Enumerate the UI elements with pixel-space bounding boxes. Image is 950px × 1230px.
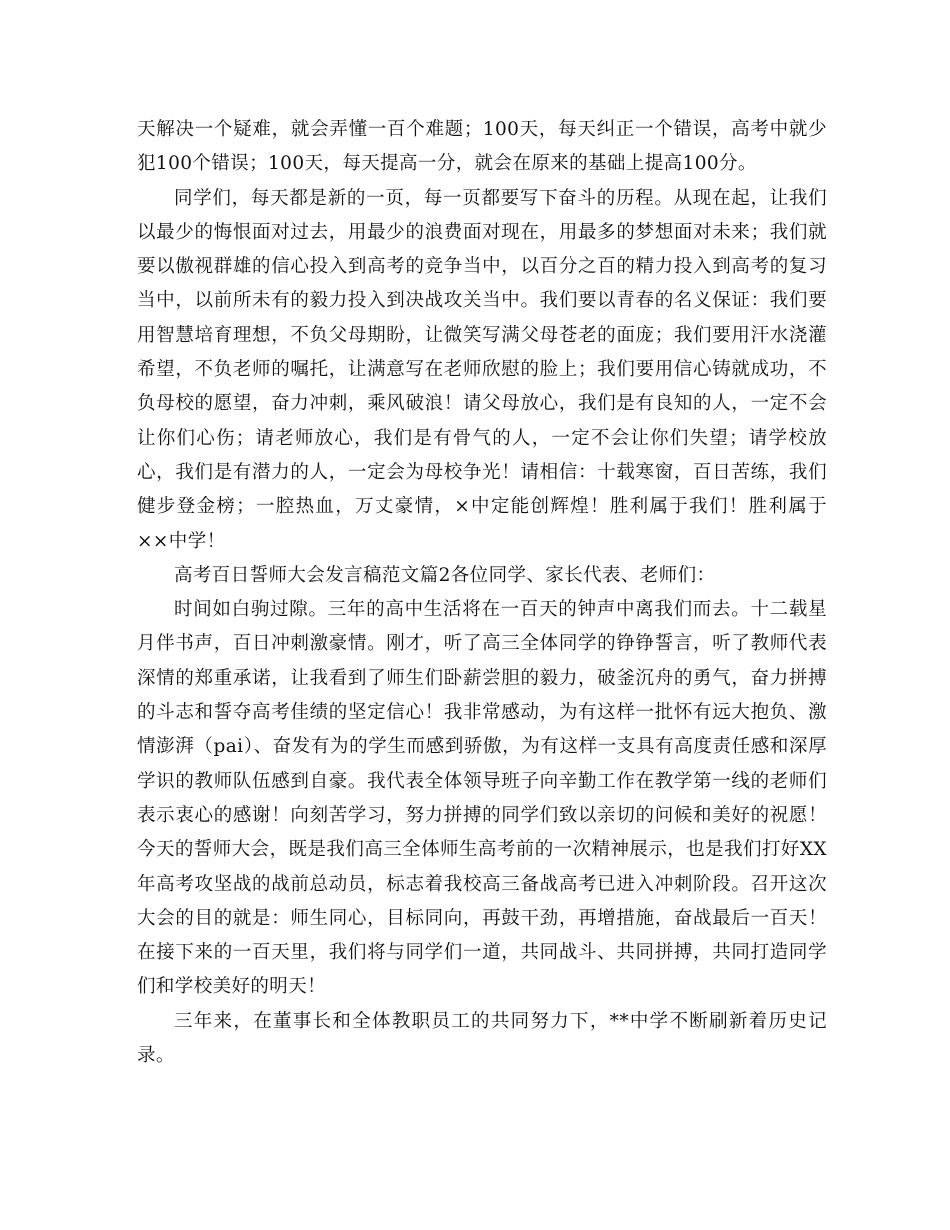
paragraph: 同学们，每天都是新的一页，每一页都要写下奋斗的历程。从现在起，让我们以最少的悔恨面对过去，用最少的浪费面对现在，用最多的梦想面对未来；我们就要以傲视群雄的信心投入到高考的竞争当中，以百分之百的精力投入到高考的复习当中，以前所未有的毅力投入到决战攻关当中。我们要以青春的名义保证：我们要用智慧培育理想，不负父母期盼，让微笑写满父母苍老的面庞；我们要用汗水浇灌希望，不负老师的嘱托，让满意写在老师欣慰的脸上；我们要用信心铸就成功，不负母校的愿望，奋力冲刺，乘风破浪！请父母放心，我们是有良知的人，一定不会让你们心伤；请老师放心，我们是有骨气的人，一定不会让你们失望；请学校放心，我们是有潜力的人，一定会为母校争光！请相信：十载寒窗，百日苦练，我们健步登金榜；一腔热血，万丈豪情，×中定能创辉煌！胜利属于我们！胜利属于××中学！ <box>137 187 827 552</box>
paragraph: 三年来，在董事长和全体教职员工的共同努力下，**中学不断刷新着历史记录。 <box>137 1010 827 1067</box>
document-body <box>137 113 827 1073</box>
paragraph: 天解决一个疑难，就会弄懂一百个难题；100天，每天纠正一个错误，高考中就少犯100个错误；100天，每天提高一分，就会在原来的基础上提高100分。 <box>137 119 827 175</box>
paragraph: 时间如白驹过隙。三年的高中生活将在一百天的钟声中离我们而去。十二载星月伴书声，百日冲刺激豪情。刚才，听了高三全体同学的铮铮誓言，听了教师代表深情的郑重承诺，让我看到了师生们卧薪尝胆的毅力，破釜沉舟的勇气，奋力拼搏的斗志和誓夺高考佳绩的坚定信心！我非常感动，为有这样一批怀有远大抱负、激情澎湃（pai）、奋发有为的学生而感到骄傲，为有这样一支具有高度责任感和深厚学识的教师队伍感到自豪。我代表全体领导班子向辛勤工作在教学第一线的老师们表示衷心的感谢！向刻苦学习，努力拼搏的同学们致以亲切的问候和美好的祝愿！今天的誓师大会，既是我们高三全体师生高考前的一次精神展示，也是我们打好XX年高考攻坚战的战前总动员，标志着我校高三备战高考已进入冲刺阶段。召开这次大会的目的就是：师生同心，目标同向，再鼓干劲，再增措施，奋战最后一百天！在接下来的一百天里，我们将与同学们一道，共同战斗、共同拼搏，共同打造同学们和学校美好的明天！ <box>137 599 827 998</box>
paragraph-heading: 高考百日誓师大会发言稿范文篇2各位同学、家长代表、老师们： <box>174 564 716 586</box>
